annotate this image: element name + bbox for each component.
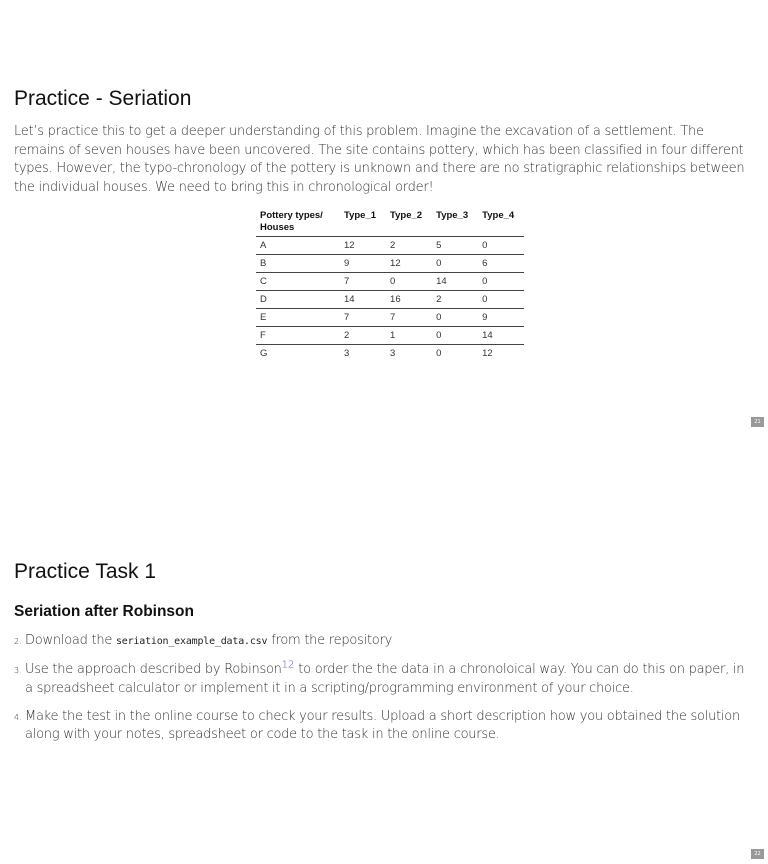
table-row <box>256 309 524 327</box>
column-header: Type_4 <box>478 208 524 237</box>
table-row <box>256 345 524 363</box>
table-cell: 14 <box>432 273 478 291</box>
table-cell: 12 <box>482 348 493 359</box>
column-header: Type_2 <box>386 208 432 237</box>
list-item <box>14 632 754 652</box>
list-item <box>14 708 754 745</box>
list-number: 3. <box>14 666 22 676</box>
table-cell: 2 <box>386 237 432 255</box>
table-cell: 2 <box>432 291 478 309</box>
house-cell: C <box>256 273 340 291</box>
table-cell: 0 <box>432 327 478 345</box>
task-text: Make the test in the online course to check your results. Upload a short description how you obtained the solution along with your notes, spreadsheet or code to the task in the online course. <box>25 708 740 743</box>
task-text: from the repository <box>267 633 393 648</box>
table-row <box>256 255 524 273</box>
table-cell: 0 <box>478 237 524 255</box>
house-cell: D <box>256 291 340 309</box>
table-cell: 7 <box>386 309 432 327</box>
slide-practice-task-1 <box>0 432 768 864</box>
table-cell: 5 <box>432 237 478 255</box>
pottery-table <box>256 208 524 362</box>
house-cell: B <box>256 255 340 273</box>
table-cell: 12 <box>340 237 386 255</box>
table-cell: 0 <box>432 255 478 273</box>
table-cell: 0 <box>436 348 442 359</box>
table-cell: 14 <box>340 291 386 309</box>
house-cell: F <box>256 327 340 345</box>
table-cell: 6 <box>478 255 524 273</box>
table-cell: 14 <box>478 327 524 345</box>
table-cell: 3 <box>344 348 350 359</box>
slide-title: Practice - Seriation <box>14 87 192 110</box>
table-cell: 3 <box>390 348 396 359</box>
house-cell: E <box>256 309 340 327</box>
table-cell: 0 <box>478 273 524 291</box>
house-cell: G <box>260 348 268 359</box>
column-header: Pottery types/ Houses <box>256 208 340 237</box>
house-cell: A <box>256 237 340 255</box>
list-number: 2. <box>14 637 22 646</box>
slide-subtitle: Seriation after Robinson <box>14 603 194 620</box>
table-cell: 16 <box>386 291 432 309</box>
task-list <box>14 632 754 754</box>
table-cell: 9 <box>478 309 524 327</box>
task-text: Download the <box>25 633 116 648</box>
list-number: 4. <box>14 712 22 722</box>
table-row <box>256 273 524 291</box>
table-cell: 7 <box>340 273 386 291</box>
task-text: to order the the data in a chronoloical way. You can do this on paper, in a spreadsheet calculator or implement it in a scripting/programming environment of your choice. <box>25 662 745 696</box>
task-text: Use the approach described by Robinson <box>25 662 282 678</box>
page-number: 21 <box>751 417 764 427</box>
table-cell: 1 <box>386 327 432 345</box>
table-cell: 0 <box>432 309 478 327</box>
table-cell: 2 <box>340 327 386 345</box>
table-header-row <box>256 208 524 237</box>
filename-code: seriation_example_data.csv <box>115 636 268 647</box>
table-row <box>256 327 524 345</box>
table-cell: 0 <box>478 291 524 309</box>
column-header: Type_3 <box>432 208 478 237</box>
table-cell: 0 <box>386 273 432 291</box>
table-row <box>256 291 524 309</box>
table-cell: 12 <box>386 255 432 273</box>
page-number: 22 <box>751 849 764 859</box>
slide-title: Practice Task 1 <box>14 560 157 583</box>
table-cell: 7 <box>340 309 386 327</box>
footnote-link[interactable]: 12 <box>281 659 295 671</box>
list-item <box>14 661 754 698</box>
column-header: Type_1 <box>340 208 386 237</box>
intro-paragraph: Let’s practice this to get a deeper understanding of this problem. Imagine the excavation of a settlement. The remains of seven houses have been uncovered. The site contains pottery, which has been classified in four different types. However, the typo-chronology of the pottery is unknown and there are no stratigraphic relationships between the individual houses. We need to bring this in chronological order! <box>14 124 745 195</box>
table-cell: 9 <box>340 255 386 273</box>
table-row <box>256 237 524 255</box>
